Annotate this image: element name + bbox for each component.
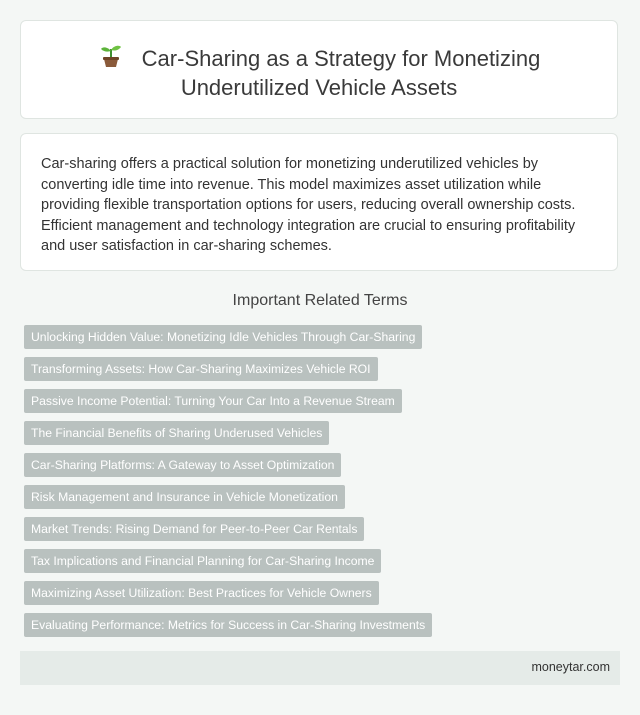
footer-site-link[interactable]: moneytar.com — [531, 660, 610, 674]
related-term-tag[interactable]: The Financial Benefits of Sharing Underused Vehicles — [24, 421, 329, 445]
footer-bar — [20, 651, 620, 685]
intro-card — [20, 133, 618, 271]
title-card — [20, 20, 618, 119]
related-term-tag[interactable]: Tax Implications and Financial Planning for Car-Sharing Income — [24, 549, 381, 573]
related-term-tag[interactable]: Unlocking Hidden Value: Monetizing Idle Vehicles Through Car-Sharing — [24, 325, 422, 349]
title-line-1: Car-Sharing as a Strategy for Monetizing — [141, 46, 541, 71]
intro-text: Car-sharing offers a practical solution for monetizing underutilized vehicles by converting idle time into revenue. This model maximizes asset utilization while providing flexible transportation options for users, reducing overall ownership costs. Efficient management and technology integration are crucial to ensuring profitability and user satisfaction in car-sharing schemes. — [41, 156, 576, 254]
page-title — [21, 43, 617, 102]
related-term-tag[interactable]: Evaluating Performance: Metrics for Success in Car-Sharing Investments — [24, 613, 432, 637]
title-line-2: Underutilized Vehicle Assets — [180, 75, 458, 100]
related-term-tag[interactable]: Car-Sharing Platforms: A Gateway to Asset Optimization — [24, 453, 341, 477]
sprout-icon — [98, 43, 124, 69]
related-terms-list — [24, 325, 584, 645]
related-term-tag[interactable]: Transforming Assets: How Car-Sharing Maximizes Vehicle ROI — [24, 357, 378, 381]
related-term-tag[interactable]: Passive Income Potential: Turning Your Car Into a Revenue Stream — [24, 389, 402, 413]
related-term-tag[interactable]: Market Trends: Rising Demand for Peer-to-Peer Car Rentals — [24, 517, 364, 541]
related-terms-heading: Important Related Terms — [232, 292, 408, 309]
related-term-tag[interactable]: Maximizing Asset Utilization: Best Practices for Vehicle Owners — [24, 581, 379, 605]
related-term-tag[interactable]: Risk Management and Insurance in Vehicle Monetization — [24, 485, 345, 509]
